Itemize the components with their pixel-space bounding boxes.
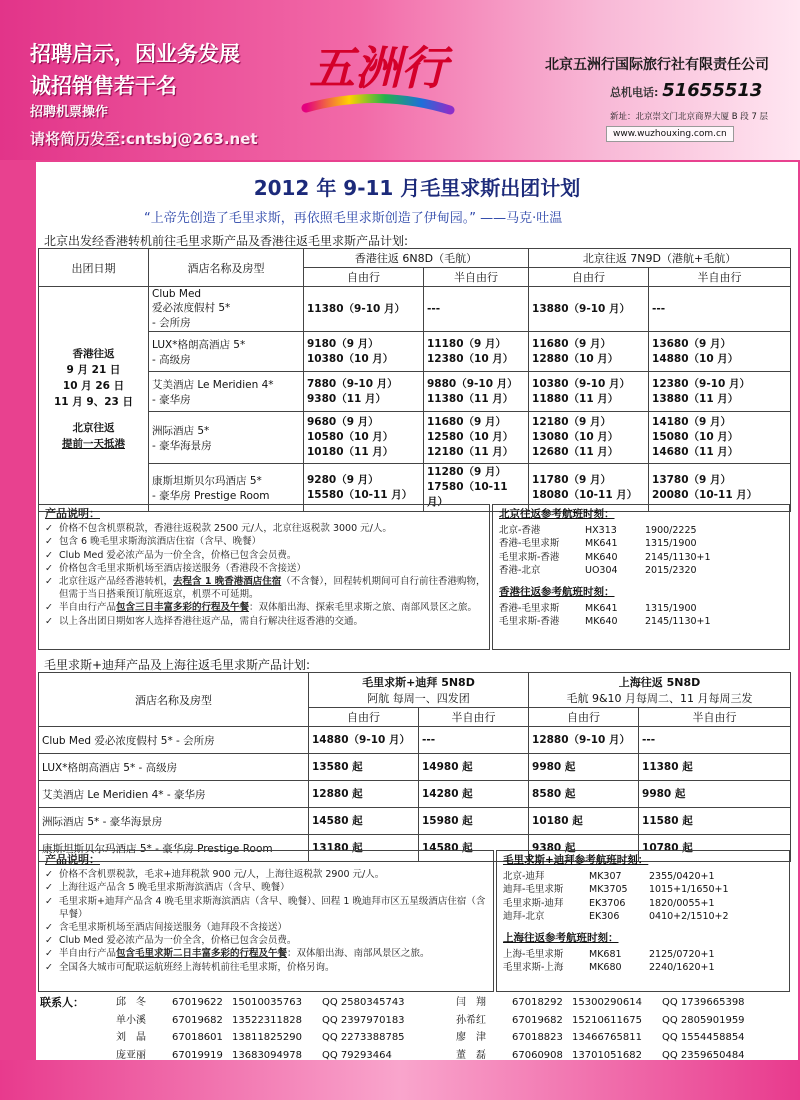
cell-line: 11280（9 月） <box>427 466 506 478</box>
note-item: ✓ Club Med 爱必浓产品为一价全含，价格已包含会员费。 <box>39 934 493 947</box>
contact-field: QQ 1739665398 <box>662 997 745 1008</box>
flight-field: MK307 <box>589 870 622 882</box>
cell-line: 13880（9-10 月） <box>532 302 630 315</box>
flight-field: 毛里求斯-香港 <box>499 616 560 628</box>
flight-row <box>503 910 783 924</box>
contact-row <box>116 1012 405 1030</box>
contact-field: 15010035763 <box>232 997 302 1008</box>
flight-field: 迪拜-北京 <box>503 911 545 923</box>
contact-row <box>456 994 745 1012</box>
flight-field: MK680 <box>589 962 622 974</box>
h-free: 自由行 <box>309 708 419 727</box>
flight-row <box>503 961 783 975</box>
date-line: 北京往返 <box>72 422 115 434</box>
cell-line: 15580（10-11 月） <box>307 488 413 501</box>
contact-field: 邱 冬 <box>116 997 146 1008</box>
section1-heading: 北京出发经香港转机前往毛里求斯产品及香港往返毛里求斯产品计划: <box>44 234 409 248</box>
cell-line: 13780（9 月） <box>652 473 732 486</box>
contact-field: 13811825290 <box>232 1032 302 1043</box>
price-cell: 9380 起 <box>529 835 639 862</box>
price-cell <box>304 287 424 332</box>
flight-field: 1315/1900 <box>645 602 697 614</box>
h-free: 自由行 <box>529 268 649 287</box>
contact-row <box>456 1029 745 1047</box>
flight-row <box>499 564 783 578</box>
contact-field: 13701051682 <box>572 1049 642 1061</box>
note-item: ✓ 全国各大城市可配联运航班经上海转机前往毛里求斯，价格另询。 <box>39 961 493 974</box>
contact-field: 67060908 <box>512 1049 563 1061</box>
hotel-cell <box>149 372 304 412</box>
table-row <box>39 332 791 372</box>
cell-line: 9180（9 月） <box>307 337 379 350</box>
section2-heading: 毛里求斯+迪拜产品及上海往返毛里求斯产品计划: <box>44 658 311 672</box>
flights-dxb-title: 毛里求斯+迪拜参考航班时刻： <box>503 854 649 866</box>
cell-line: 康斯坦斯贝尔玛酒店 5* <box>152 474 262 487</box>
cell-line: Club Med <box>152 288 202 300</box>
table-row <box>39 808 791 835</box>
price-cell: 9980 起 <box>529 754 639 781</box>
cell-line: 9680（9 月） <box>307 416 379 428</box>
price-cell <box>649 332 791 372</box>
footer-decoration <box>0 1060 800 1100</box>
flight-field: 2145/1130+1 <box>645 551 711 563</box>
flight-row <box>499 551 783 565</box>
hotel-cell: Club Med 爱必浓度假村 5* - 会所房 <box>39 727 309 754</box>
hotel-cell: 洲际酒店 5* - 豪华海景房 <box>39 808 309 835</box>
flight-field: 上海-毛里求斯 <box>503 948 564 960</box>
flight-field: 2015/2320 <box>645 565 697 577</box>
price-cell: 11380 起 <box>639 754 791 781</box>
cell-line: 18080（10-11 月） <box>532 488 638 501</box>
flight-field: 迪拜-毛里求斯 <box>503 884 564 896</box>
flight-field: MK641 <box>585 602 618 614</box>
cell-line: 15080（10 月） <box>652 431 739 443</box>
h-group-hk: 香港往返 6N8D（毛航） <box>304 249 529 268</box>
cell-line: --- <box>427 302 441 315</box>
flight-row <box>503 948 783 962</box>
company-name: 北京五洲行国际旅行社有限责任公司 <box>545 57 769 73</box>
price-cell: 14280 起 <box>419 781 529 808</box>
flight-field: 香港-毛里求斯 <box>499 538 560 550</box>
flight-field: 毛里求斯-上海 <box>503 962 564 974</box>
price-cell <box>649 372 791 412</box>
contact-field: 单小溪 <box>116 1014 146 1026</box>
flight-field: MK641 <box>585 538 618 550</box>
notes-title: 产品说明： <box>45 507 100 520</box>
flight-row <box>499 615 783 629</box>
cell-line: 10580（10 月） <box>307 431 394 443</box>
price-cell: 14980 起 <box>419 754 529 781</box>
price-cell <box>424 412 529 464</box>
contact-field: 15300290614 <box>572 997 642 1008</box>
price-cell: 10180 起 <box>529 808 639 835</box>
note-item: ✓ 价格包含毛里求斯机场至酒店接送服务（香港段不含接送） <box>39 562 489 575</box>
price-cell: 11580 起 <box>639 808 791 835</box>
contact-row <box>116 1029 405 1047</box>
cell-line: 10380（9-10 月） <box>532 377 630 390</box>
cell-line: 12180（11 月） <box>427 446 514 458</box>
h-semi: 半自由行 <box>639 708 791 727</box>
cell-line: 11680（9 月） <box>427 416 506 428</box>
section1-table <box>38 248 791 512</box>
cell-line: - 豪华房 Prestige Room <box>152 489 270 502</box>
logo-text: 五洲行 <box>309 41 447 95</box>
contact-field: 庞亚丽 <box>116 1049 146 1061</box>
contact-field: 13466765811 <box>572 1032 642 1043</box>
flight-field: 北京-香港 <box>499 524 541 536</box>
flight-field: 2240/1620+1 <box>649 962 715 974</box>
cell-line: 14180（9 月） <box>652 416 732 428</box>
cell-line: 12180（9 月） <box>532 416 612 428</box>
note-item: ✓ 半自由行产品包含毛里求斯二日丰富多彩的行程及午餐：双体船出海、南部风景区之旅。 <box>39 947 493 960</box>
price-cell <box>529 372 649 412</box>
section2-flights <box>496 850 790 992</box>
cell-line: - 高级房 <box>152 353 191 366</box>
price-cell: 12880（9-10 月） <box>529 727 639 754</box>
contact-field: 孙希红 <box>456 1014 486 1026</box>
contact-field: QQ 2273388785 <box>322 1032 405 1043</box>
flight-field: 毛里求斯-香港 <box>499 551 560 563</box>
price-cell: 13180 起 <box>309 835 419 862</box>
flight-field: 2145/1130+1 <box>645 616 711 628</box>
note-item: ✓ 价格不含机票税款，毛求+迪拜税款 900 元/人，上海往返税款 2900 元/人。 <box>39 868 493 881</box>
h-hotel: 酒店名称及房型 <box>39 673 309 727</box>
flight-row <box>499 602 783 616</box>
cell-line: 11380（9-10 月） <box>307 302 405 315</box>
flight-field: 毛里求斯-迪拜 <box>503 897 564 909</box>
price-cell <box>304 412 424 464</box>
note-item: ✓ 以上各出团日期如客人选择香港往返产品，需自行解决往返香港的交通。 <box>39 615 489 628</box>
h-group-dxb: 毛里求斯+迪拜 5N8D 阿航 每周一、四发团 <box>309 673 529 708</box>
cell-line: 12380（10 月） <box>427 352 514 365</box>
contacts-label: 联系人： <box>40 996 84 1009</box>
contact-field: 67018292 <box>512 997 563 1008</box>
table-row <box>39 372 791 412</box>
cell-line: 11180（9 月） <box>427 337 506 350</box>
cell-line: 9380（11 月） <box>307 392 386 405</box>
contact-field: QQ 1554458854 <box>662 1032 745 1043</box>
cell-line: - 豪华海景房 <box>152 439 212 452</box>
cell-line: 13680（9 月） <box>652 337 732 350</box>
flight-row <box>503 897 783 911</box>
h-group-bj: 北京往返 7N9D（港航+毛航） <box>529 249 791 268</box>
flyer-body <box>36 162 798 1060</box>
flight-field: 1015+1/1650+1 <box>649 884 729 896</box>
cell-line: LUX*格朗高酒店 5* <box>152 338 246 351</box>
date-line: 10 月 26 日 <box>62 380 125 392</box>
flight-field: MK640 <box>585 551 618 563</box>
price-cell <box>529 332 649 372</box>
flight-field: EK306 <box>589 911 620 923</box>
hotel-cell <box>149 412 304 464</box>
table-row <box>39 754 791 781</box>
hotel-cell <box>149 332 304 372</box>
h-date: 出团日期 <box>39 249 149 287</box>
header-banner <box>0 0 800 160</box>
cell-line: 14880（10 月） <box>652 352 739 365</box>
contact-field: QQ 79293464 <box>322 1049 392 1061</box>
cell-line: 9880（9-10 月） <box>427 377 518 390</box>
cell-line: 17580（10-11 月） <box>427 481 508 508</box>
cell-line: 艾美酒店 Le Meridien 4* <box>152 378 274 391</box>
cell-line: 12880（10 月） <box>532 352 619 365</box>
cell-line: 洲际酒店 5* <box>152 424 210 437</box>
cell-line: 12580（10 月） <box>427 431 514 443</box>
website-link[interactable]: www.wuzhouxing.com.cn <box>606 126 734 142</box>
price-cell <box>529 412 649 464</box>
h-group-sh: 上海往返 5N8D 毛航 9&10 月每周二、11 月每周三发 <box>529 673 791 708</box>
h-semi: 半自由行 <box>419 708 529 727</box>
flight-row <box>503 883 783 897</box>
cell-line: 13880（11 月） <box>652 392 739 405</box>
recruit-line-3: 招聘机票操作 <box>30 105 109 120</box>
contact-row <box>116 994 405 1012</box>
price-cell <box>304 372 424 412</box>
cell-line: 11780（9 月） <box>532 473 612 486</box>
note-item: ✓ 含毛里求斯机场至酒店间接送服务（迪拜段不含接送） <box>39 921 493 934</box>
date-line: 9 月 21 日 <box>66 364 121 376</box>
hotel-cell: 康斯坦斯贝尔玛酒店 5* - 豪华房 Prestige Room <box>39 835 309 862</box>
cell-line: 11380（11 月） <box>427 392 514 405</box>
company-logo <box>298 28 458 124</box>
price-cell <box>424 332 529 372</box>
cell-line: 9280（9 月） <box>307 473 379 486</box>
price-cell: --- <box>639 727 791 754</box>
h-free: 自由行 <box>304 268 424 287</box>
flight-field: 北京-迪拜 <box>503 870 545 882</box>
cell-line: 7880（9-10 月） <box>307 377 398 390</box>
flight-field: 1820/0055+1 <box>649 897 715 909</box>
contact-field: QQ 2580345743 <box>322 997 405 1008</box>
cell-line: 12380（9-10 月） <box>652 377 750 390</box>
departure-dates <box>39 287 149 512</box>
section2-table <box>38 672 791 862</box>
cell-line: 14680（11 月） <box>652 446 739 458</box>
flight-field: HX313 <box>585 524 617 536</box>
price-cell: --- <box>419 727 529 754</box>
cell-line: 13080（10 月） <box>532 431 619 443</box>
contact-field: 67019919 <box>172 1049 223 1061</box>
cell-line: 20080（10-11 月） <box>652 488 758 501</box>
contact-field: 15210611675 <box>572 1014 642 1026</box>
cell-line: 10180（11 月） <box>307 446 394 458</box>
contact-field: 67019682 <box>512 1014 563 1026</box>
price-cell: 8580 起 <box>529 781 639 808</box>
note-item: ✓ 北京往返产品经香港转机，去程含 1 晚香港酒店住宿（不含餐），回程转机期间可自行前往香港购物，但需于当日搭乘预订航班返京，机票不可延期。 <box>39 575 489 601</box>
flight-field: 香港-毛里求斯 <box>499 602 560 614</box>
contact-field: 廖 津 <box>456 1032 486 1043</box>
note-item: ✓ 价格不包含机票税款，香港往返税款 2500 元/人，北京往返税款 3000 元/人。 <box>39 522 489 535</box>
date-line: 香港往返 <box>72 348 115 360</box>
section1-flights <box>492 504 790 650</box>
contact-field: 刘 晶 <box>116 1032 146 1043</box>
price-cell: 14880（9-10 月） <box>309 727 419 754</box>
cell-line: 10380（10 月） <box>307 352 394 365</box>
cell-line: 12680（11 月） <box>532 446 619 458</box>
flights-hk-title: 香港往返参考航班时刻： <box>499 585 615 598</box>
contact-field: QQ 2397970183 <box>322 1014 405 1026</box>
company-address: 新址：北京崇文门北京商界大厦 B 段 7 层 <box>610 112 769 122</box>
price-cell: 10780 起 <box>639 835 791 862</box>
contact-row <box>456 1012 745 1030</box>
price-cell: 12880 起 <box>309 781 419 808</box>
section2-notes <box>38 850 494 992</box>
hotline-number: 51655513 <box>662 80 763 101</box>
recruit-line-2: 诚招销售若干名 <box>30 74 177 98</box>
contact-field: 13683094978 <box>232 1049 302 1061</box>
table-row <box>39 727 791 754</box>
table-row <box>39 412 791 464</box>
flight-field: MK640 <box>585 616 618 628</box>
flights-bj-title: 北京往返参考航班时刻： <box>499 508 615 520</box>
flight-field: 2125/0720+1 <box>649 948 715 960</box>
date-line: 提前一天抵港 <box>62 438 125 450</box>
contact-field: 闫 翔 <box>456 997 486 1008</box>
note-item: ✓ 毛里求斯+迪拜产品含 4 晚毛里求斯海滨酒店（含早、晚餐）、回程 1 晚迪拜市区五星级酒店住宿（含早餐） <box>39 895 493 921</box>
flight-row <box>499 524 783 538</box>
table-row <box>39 287 791 332</box>
flight-field: EK3706 <box>589 897 626 909</box>
cell-line: --- <box>652 302 666 315</box>
hotline-label: 总机电话: <box>610 86 659 99</box>
h-semi: 半自由行 <box>424 268 529 287</box>
price-cell <box>304 332 424 372</box>
price-cell: 13580 起 <box>309 754 419 781</box>
contact-field: 67018601 <box>172 1032 223 1043</box>
price-cell <box>649 287 791 332</box>
flights-sh-title: 上海往返参考航班时刻： <box>503 931 619 944</box>
table-row <box>39 781 791 808</box>
flight-field: UO304 <box>585 565 618 577</box>
cell-line: - 豪华房 <box>152 393 191 406</box>
flight-row <box>499 537 783 551</box>
h-free: 自由行 <box>529 708 639 727</box>
flight-row <box>503 870 783 884</box>
flight-field: 1315/1900 <box>645 538 697 550</box>
cell-line: - 会所房 <box>152 317 191 329</box>
flight-field: 1900/2225 <box>645 524 697 536</box>
contact-field: 67019622 <box>172 997 223 1008</box>
contact-field: QQ 2805901959 <box>662 1014 745 1026</box>
h-semi: 半自由行 <box>649 268 791 287</box>
cell-line: 11680（9 月） <box>532 337 612 350</box>
contact-field: QQ 2359650484 <box>662 1049 745 1061</box>
recruit-line-1: 招聘启示，因业务发展 <box>30 42 240 66</box>
note-item: ✓ Club Med 爱必浓产品为一价全含，价格已包含会员费。 <box>39 549 489 562</box>
hotel-cell: LUX*格朗高酒店 5* - 高级房 <box>39 754 309 781</box>
note-item: ✓ 半自由行产品包含三日丰富多彩的行程及午餐：双体船出海、探索毛里求斯之旅、南部风景区之旅。 <box>39 601 489 614</box>
cell-line: 11880（11 月） <box>532 392 619 405</box>
contact-field: 67019682 <box>172 1014 223 1026</box>
price-cell: 14580 起 <box>419 835 529 862</box>
page-title: 2012 年 9-11 月毛里求斯出团计划 <box>253 176 581 200</box>
price-cell <box>424 287 529 332</box>
section1-notes <box>38 504 490 650</box>
note-item: ✓ 上海往返产品含 5 晚毛里求斯海滨酒店（含早、晚餐） <box>39 881 493 894</box>
flight-field: 0410+2/1510+2 <box>649 911 729 923</box>
date-line: 11 月 9、23 日 <box>54 396 133 408</box>
flight-field: 香港-北京 <box>499 565 541 577</box>
price-cell: 14580 起 <box>309 808 419 835</box>
contact-field: 13522311828 <box>232 1014 302 1026</box>
price-cell <box>649 412 791 464</box>
note-item: ✓ 包含 6 晚毛里求斯海滨酒店住宿（含早、晚餐） <box>39 535 489 548</box>
flight-field: MK3705 <box>589 884 628 896</box>
hotel-cell <box>149 287 304 332</box>
hotline <box>610 80 762 101</box>
price-cell <box>424 372 529 412</box>
contact-field: 67018823 <box>512 1032 563 1043</box>
flight-field: MK681 <box>589 948 622 960</box>
recruit-email: 请将简历发至:cntsbj@263.net <box>30 130 258 148</box>
price-cell: 9980 起 <box>639 781 791 808</box>
notes-title: 产品说明： <box>45 853 100 866</box>
flight-field: 2355/0420+1 <box>649 870 715 882</box>
h-hotel: 酒店名称及房型 <box>149 249 304 287</box>
contact-field: 董 磊 <box>456 1049 486 1061</box>
hotel-cell: 艾美酒店 Le Meridien 4* - 豪华房 <box>39 781 309 808</box>
cell-line: 爱必浓度假村 5* <box>152 302 231 314</box>
quote: “上帝先创造了毛里求斯，再依照毛里求斯创造了伊甸园。” ——马克·吐温 <box>144 211 563 226</box>
price-cell <box>529 287 649 332</box>
price-cell: 15980 起 <box>419 808 529 835</box>
